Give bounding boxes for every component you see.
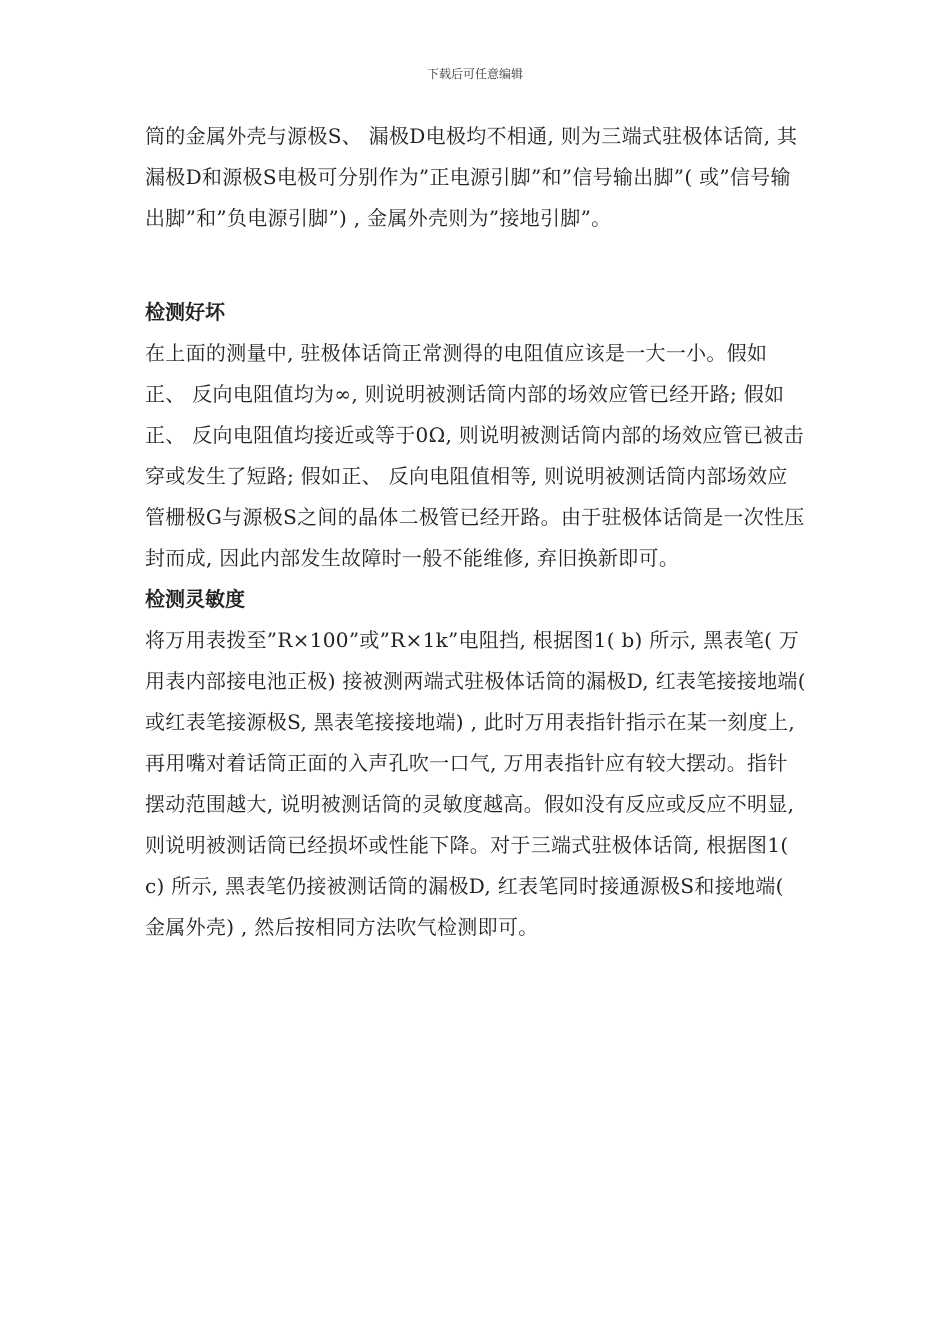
heading-detect-quality: 检测好坏 [145,300,225,324]
document-body [145,116,807,948]
paragraph-detect-quality: 在上面的测量中, 驻极体话筒正常测得的电阻值应该是一大一小。假如正、 反向电阻值均为∞, 则说明被测话筒内部的场效应管已经开路; 假如正、 反向电阻值均接近或等于0Ω, 则说明被测话筒内部的场效应管已被击穿或发生了短路; 假如正、 反向电阻值相等, 则说明被测话筒内部场效应管栅极G与源极S之间的晶体二极管已经开路。由于驻极体话筒是一次性压封而成, 因此内部发生故障时一般不能维修, 弃旧换新即可。 [145,341,805,570]
section-spacer [145,239,807,292]
paragraph-detect-sensitivity: 将万用表拨至”R×100”或”R×1k”电阻挡, 根据图1( b) 所示, 黑表笔( 万用表内部接电池正极) 接被测两端式驻极体话筒的漏极D, 红表笔接接地端( 或红表笔接源极S, 黑表笔接接地端) , 此时万用表指针指示在某一刻度上, 再用嘴对着话筒正面的入声孔吹一口气, 万用表指针应有较大摆动。指针摆动范围越大, 说明被测话筒的灵敏度越高。假如没有反应或反应不明显, 则说明被测话筒已经损坏或性能下降。对于三端式驻极体话筒, 根据图1( c) 所示, 黑表笔仍接被测话筒的漏极D, 红表笔同时接通源极S和接地端( 金属外壳) , 然后按相同方法吹气检测即可。 [145,628,806,939]
intro-paragraph: 筒的金属外壳与源极S、 漏极D电极均不相通, 则为三端式驻极体话筒, 其漏极D和源极S电极可分别作为”正电源引脚”和”信号输出脚”( 或”信号输出脚”和”负电源引脚”) , 金属外壳则为”接地引脚”。 [145,124,798,230]
heading-detect-sensitivity: 检测灵敏度 [145,587,245,611]
page-header-note: 下载后可任意编辑 [426,67,523,81]
